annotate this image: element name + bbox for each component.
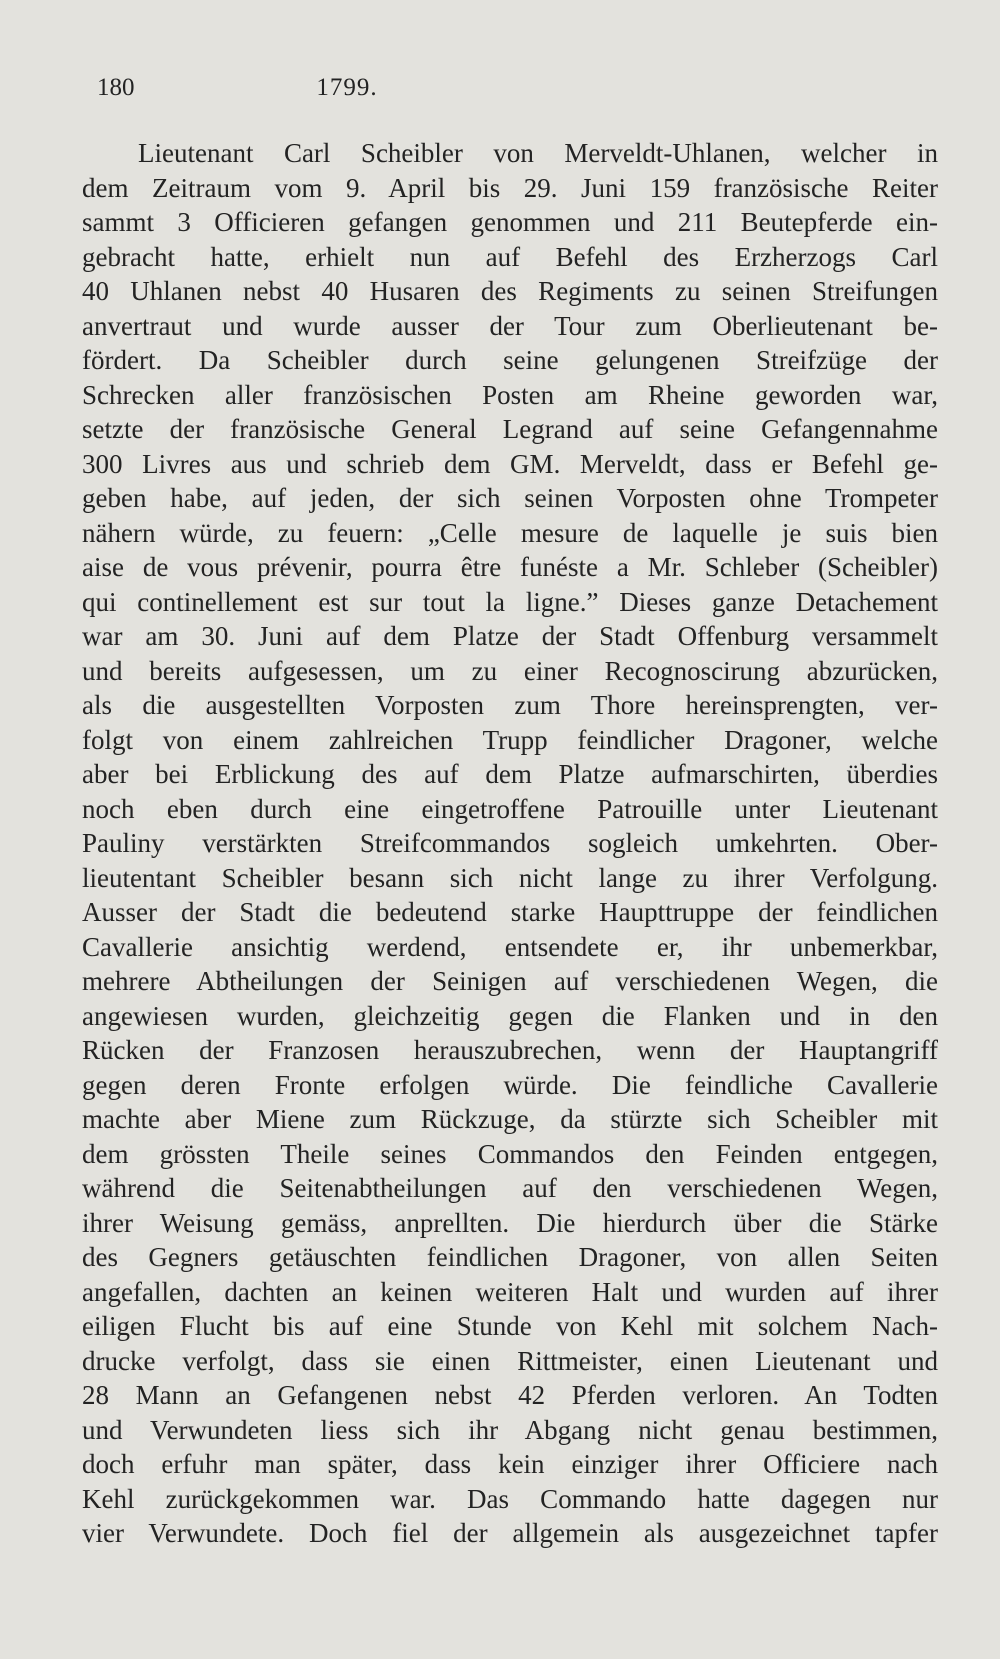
body-text <box>82 136 938 1626</box>
text-line: aber bei Erblickung des auf dem Platze aufmarschirten, überdies <box>82 759 938 789</box>
text-line: 300 Livres aus und schrieb dem GM. Merveldt, dass er Befehl ge- <box>82 448 938 479</box>
text-line: Rücken der Franzosen herauszubrechen, wenn der Hauptangriff <box>82 1035 938 1065</box>
text-line: noch eben durch eine eingetroffene Patrouille unter Lieutenant <box>82 793 938 824</box>
text-line: dem grössten Theile seines Commandos den Feinden entgegen, <box>82 1138 938 1169</box>
text-line: Lieutenant Carl Scheibler von Merveldt-Uhlanen, welcher in <box>138 138 938 168</box>
text-line: 28 Mann an Gefangenen nebst 42 Pferden verloren. An Todten <box>82 1380 938 1410</box>
text-line: vier Verwundete. Doch fiel der allgemein als ausgezeichnet tapfer <box>82 1518 938 1548</box>
text-line: drucke verfolgt, dass sie einen Rittmeister, einen Lieutenant und <box>82 1345 938 1376</box>
text-line: angewiesen wurden, gleichzeitig gegen die Flanken und in den <box>82 1000 938 1031</box>
text-line: folgt von einem zahlreichen Trupp feindlicher Dragoner, welche <box>82 724 938 755</box>
text-line: und bereits aufgesessen, um zu einer Recognoscirung abzurücken, <box>82 655 938 686</box>
running-title: 1799. <box>316 74 378 101</box>
text-line: während die Seitenabtheilungen auf den verschiedenen Wegen, <box>82 1173 938 1203</box>
text-line: anvertraut und wurde ausser der Tour zum Oberlieutenant be- <box>82 310 938 341</box>
text-line: gebracht hatte, erhielt nun auf Befehl des Erzherzogs Carl <box>82 241 938 272</box>
text-line: ihrer Weisung gemäss, anprellten. Die hierdurch über die Stärke <box>82 1207 938 1238</box>
text-line: dem Zeitraum vom 9. April bis 29. Juni 159 französische Reiter <box>82 172 938 203</box>
text-line: angefallen, dachten an keinen weiteren Halt und wurden auf ihrer <box>82 1276 938 1307</box>
text-line: machte aber Miene zum Rückzuge, da stürzte sich Scheibler mit <box>82 1104 938 1134</box>
text-line: doch erfuhr man später, dass kein einziger ihrer Officiere nach <box>82 1449 938 1479</box>
page-number: 180 <box>97 74 135 101</box>
text-line: Kehl zurückgekommen war. Das Commando hatte dagegen nur <box>82 1483 938 1514</box>
text-line: eiligen Flucht bis auf eine Stunde von Kehl mit solchem Nach- <box>82 1311 938 1341</box>
text-line: und Verwundeten liess sich ihr Abgang nicht genau bestimmen, <box>82 1414 938 1445</box>
text-line: fördert. Da Scheibler durch seine gelungenen Streifzüge der <box>82 345 938 375</box>
text-line: geben habe, auf jeden, der sich seinen Vorposten ohne Trompeter <box>82 483 938 513</box>
text-line: aise de vous prévenir, pourra être funéste a Mr. Schleber (Scheibler) <box>82 552 938 582</box>
text-line: lieutentant Scheibler besann sich nicht lange zu ihrer Verfolgung. <box>82 862 938 893</box>
text-line: gegen deren Fronte erfolgen würde. Die feindliche Cavallerie <box>82 1069 938 1100</box>
text-line: war am 30. Juni auf dem Platze der Stadt Offenburg versammelt <box>82 621 938 651</box>
text-line: des Gegners getäuschten feindlichen Dragoner, von allen Seiten <box>82 1242 938 1272</box>
page-header <box>97 74 942 114</box>
text-line: Pauliny verstärkten Streifcommandos sogleich umkehrten. Ober- <box>82 828 938 858</box>
text-line: nähern würde, zu feuern: „Celle mesure de laquelle je suis bien <box>82 517 938 548</box>
text-line: setzte der französische General Legrand auf seine Gefangennahme <box>82 414 938 444</box>
text-line: Cavallerie ansichtig werdend, entsendete er, ihr unbemerkbar, <box>82 931 938 962</box>
text-line: als die ausgestellten Vorposten zum Thore hereinsprengten, ver- <box>82 690 938 720</box>
text-line: 40 Uhlanen nebst 40 Husaren des Regiments zu seinen Streifungen <box>82 276 938 306</box>
text-line: qui continellement est sur tout la ligne.” Dieses ganze Detachement <box>82 586 938 617</box>
text-line: mehrere Abtheilungen der Seinigen auf verschiedenen Wegen, die <box>82 966 938 996</box>
text-line: Schrecken aller französischen Posten am Rheine geworden war, <box>82 379 938 410</box>
text-line: sammt 3 Officieren gefangen genommen und 211 Beutepferde ein- <box>82 207 938 237</box>
text-line: Ausser der Stadt die bedeutend starke Haupttruppe der feindlichen <box>82 897 938 927</box>
